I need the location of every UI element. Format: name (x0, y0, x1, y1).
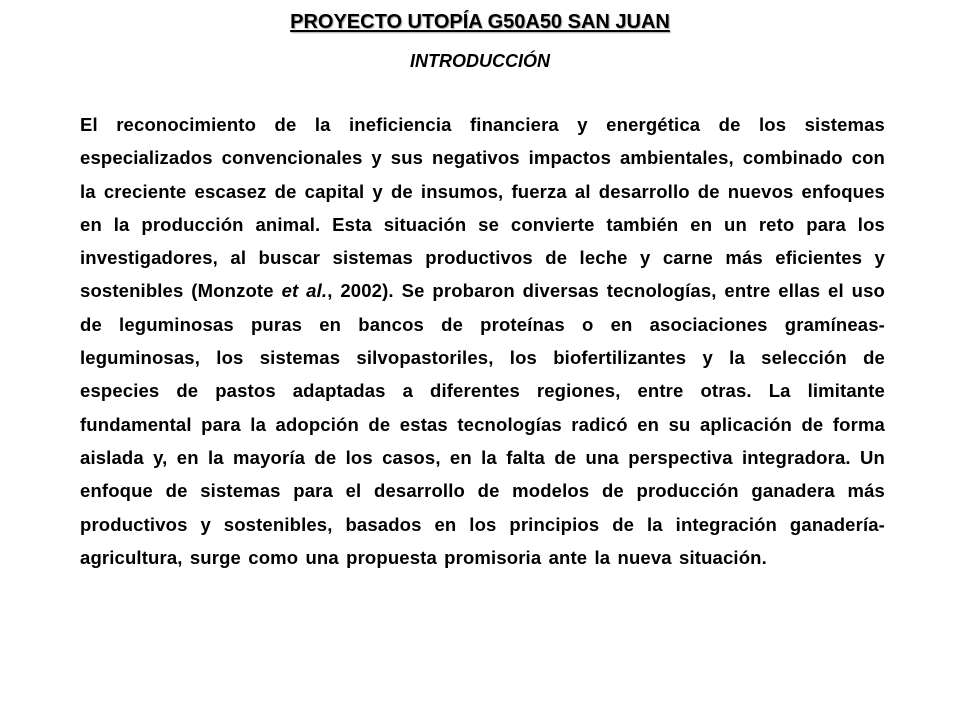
section-heading: INTRODUCCIÓN (410, 51, 550, 71)
paragraph-text-part1: El reconocimiento de la ineficiencia financiera y energética de los sistemas especializados convencionales y sus negativos impactos ambientales, combinado con la creciente escasez de capital y de insumos, fuerza al desarrollo de nuevos enfoques en la producción animal. Esta situación se convierte también en un reto para los investigadores, al buscar sistemas productivos de leche y carne más eficientes y sostenibles (Monzote (80, 114, 885, 302)
paragraph-text-part2: , 2002). Se probaron diversas tecnologías, entre ellas el uso de leguminosas puras en bancos de proteínas o en asociaciones gramíneas-leguminosas, los sistemas silvopastoriles, los biofertilizantes y la selección de especies de pastos adaptadas a diferentes regiones, entre otras. La limitante fundamental para la adopción de estas tecnologías radicó en su aplicación de forma aislada y, en la mayoría de los casos, en la falta de una perspectiva integradora. Un enfoque de sistemas para el desarrollo de modelos de producción ganadera más productivos y sostenibles, basados en los principios de la integración ganadería-agricultura, surge como una propuesta promisoria ante la nueva situación. (80, 280, 885, 568)
document-title: PROYECTO UTOPÍA G50A50 SAN JUAN (290, 11, 670, 33)
introduction-paragraph (80, 108, 885, 574)
citation-et-al: et al. (281, 280, 328, 302)
